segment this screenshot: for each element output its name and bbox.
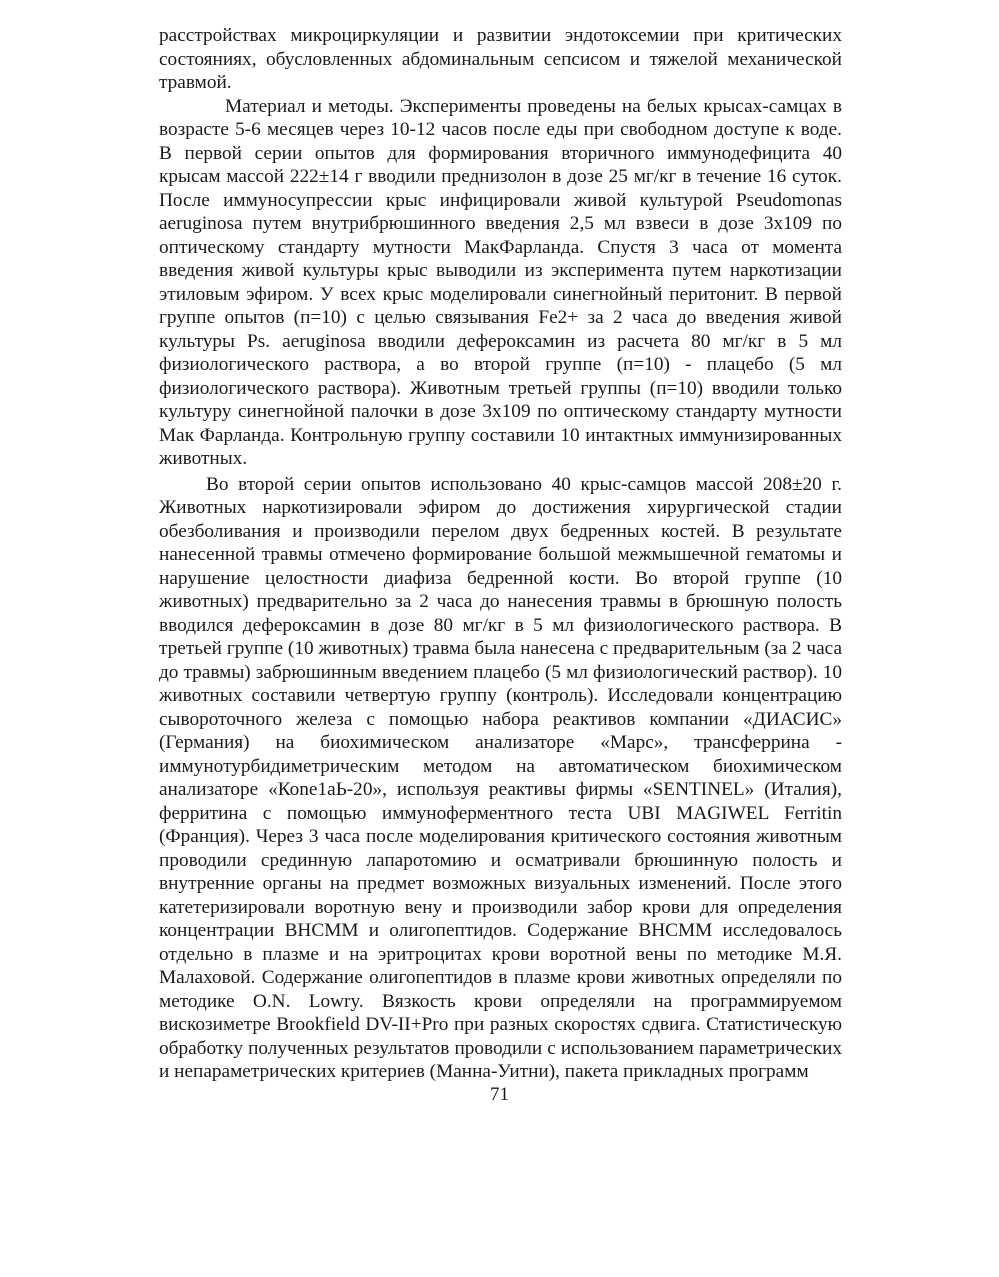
- paragraph-intro: расстройствах микроциркуляции и развитии эндотоксемии при критических состояниях, обусловленных абдоминальным сепсисом и тяжелой механической травмой.: [159, 25, 842, 93]
- document-body: [159, 24, 842, 1084]
- paragraph-second-series: Во второй серии опытов использовано 40 крыс-самцов массой 208±20 г. Животных наркотизировали эфиром до достижения хирургической стадии обезболивания и производили перелом двух бедренных костей. В результате нанесенной травмы отмечено формирование большой межмышечной гематомы и нарушение целостности диафиза бедренной кости. Во второй группе (10 животных) предварительно за 2 часа до нанесения травмы в брюшную полость вводился дефероксамин в дозе 80 мг/кг в 5 мл физиологического раствора. В третьей группе (10 животных) травма была нанесена с предварительным (за 2 часа до травмы) забрюшинным введением плацебо (5 мл физиологический раствор). 10 животных составили четвертую группу (контроль). Исследовали концентрацию сывороточного железа с помощью набора реактивов компании «ДИАСИС» (Германия) на биохимическом анализаторе «Марс», трансферрина - иммунотурбидиметрическим методом на автоматическом биохимическом анализаторе «Коne1aЬ-20», используя реактивы фирмы «SENTINEL» (Италия), ферритина с помощью иммуноферментного теста UBI MAGIWEL Ferritin (Франция). Через 3 часа после моделирования критического состояния животным проводили срединную лапаротомию и осматривали брюшинную полость и внутренние органы на предмет возможных визуальных изменений. После этого катетеризировали воротную вену и производили забор крови для определения концентрации ВНСММ и олигопептидов. Содержание ВНСММ исследовалось отдельно в плазме и на эритроцитах крови воротной вены по методике М.Я. Малаховой. Содержание олигопептидов в плазме крови животных определяли по методике O.N. Lowry. Вязкость крови определяли на программируемом вискозиметре Brookfield DV-II+Pro при разных скоростях сдвига. Статистическую обработку полученных результатов проводили с использованием параметрических и непараметрических критериев (Манна-Уитни), пакета прикладных программ: [159, 473, 842, 1082]
- page-number: 71: [490, 1084, 509, 1105]
- paragraph-methods: Материал и методы. Эксперименты проведены на белых крысах-самцах в возрасте 5-6 месяцев через 10-12 часов после еды при свободном доступе к воде. В первой серии опытов для формирования вторичного иммунодефицита 40 крысам массой 222±14 г вводили преднизолон в дозе 25 мг/кг в течение 16 суток. После иммуносупрессии крыс инфицировали живой культурой Pseudomonas aeruginosa путем внутрибрюшинного введения 2,5 мл взвеси в дозе 3x109 по оптическому стандарту мутности МакФарланда. Спустя 3 часа от момента введения живой культуры крыс выводили из эксперимента путем наркотизации этиловым эфиром. У всех крыс моделировали синегнойный перитонит. В первой группе опытов (п=10) с целью связывания Fe2+ за 2 часа до введения живой культуры Ps. aeruginosa вводили дефероксамин из расчета 80 мг/кг в 5 мл физиологического раствора, а во второй группе (п=10) - плацебо (5 мл физиологического раствора). Животным третьей группы (п=10) вводили только культуру синегнойной палочки в дозе 3x109 по оптическому стандарту мутности Мак Фарланда. Контрольную группу составили 10 интактных иммунизированных животных.: [159, 95, 842, 469]
